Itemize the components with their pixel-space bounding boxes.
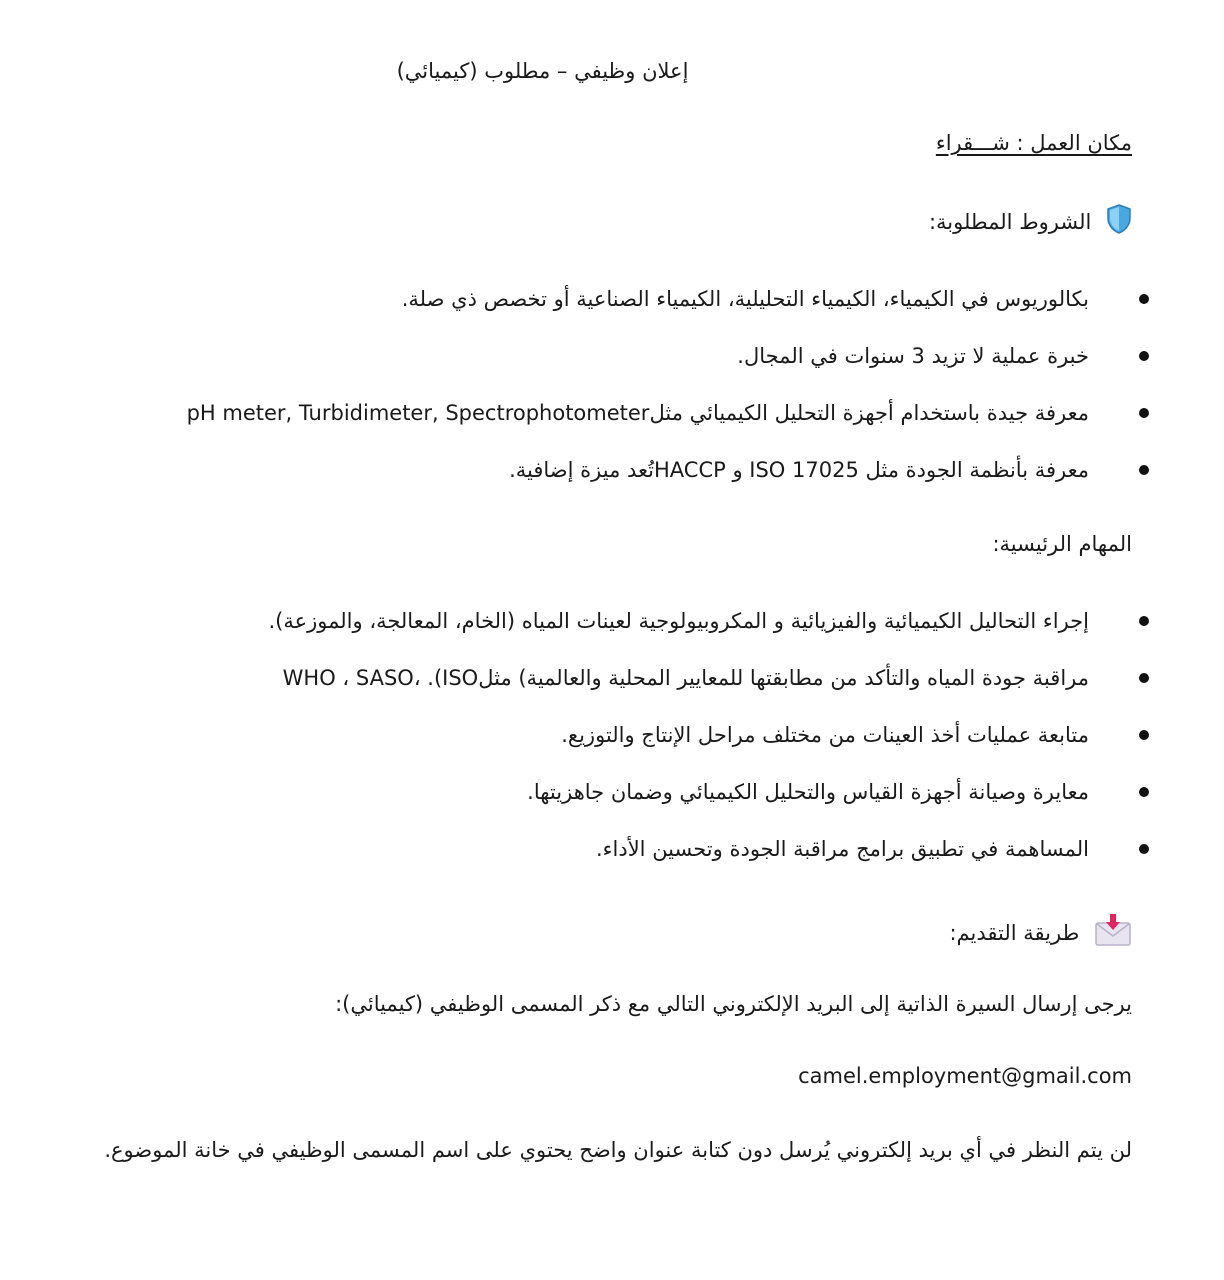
envelope-download-icon (1094, 913, 1132, 955)
bullet-dot (1139, 787, 1149, 797)
list-item (737, 341, 1089, 371)
requirement-text: معرفة بأنظمة الجودة مثل ISO 17025 و HACCPتُعد ميزة إضافية. (509, 458, 1089, 482)
tasks-heading: المهام الرئيسية: (992, 532, 1132, 556)
contact-email[interactable]: camel.employment@gmail.com (798, 1064, 1132, 1088)
bullet-dot (1139, 294, 1149, 304)
list-item (268, 606, 1089, 636)
bullet-dot (1139, 408, 1149, 418)
list-item (527, 777, 1089, 807)
workplace-line: مكان العمل : شـــقراء (935, 131, 1132, 155)
list-item (402, 284, 1089, 314)
bullet-dot (1139, 616, 1149, 626)
task-text: معايرة وصيانة أجهزة القياس والتحليل الكيميائي وضمان جاهزيتها. (527, 780, 1089, 804)
task-text: المساهمة في تطبيق برامج مراقبة الجودة وتحسين الأداء. (595, 837, 1089, 861)
apply-instruction: يرجى إرسال السيرة الذاتية إلى البريد الإلكتروني التالي مع ذكر المسمى الوظيفي (كيميائي): (335, 992, 1132, 1016)
requirement-text: معرفة جيدة باستخدام أجهزة التحليل الكيميائي مثلpH meter, Turbidimeter, Spectrophotometer (186, 401, 1089, 425)
bullet-dot (1139, 844, 1149, 854)
requirement-text: خبرة عملية لا تزيد 3 سنوات في المجال. (737, 344, 1089, 368)
requirement-text: بكالوريوس في الكيمياء، الكيمياء التحليلية، الكيمياء الصناعية أو تخصص ذي صلة. (401, 287, 1089, 311)
bullet-dot (1139, 730, 1149, 740)
requirements-heading: الشروط المطلوبة: (928, 210, 1092, 234)
list-item (283, 663, 1089, 693)
list-item (187, 398, 1089, 428)
task-text: مراقبة جودة المياه والتأكد من مطابقتها للمعايير المحلية والعالمية) مثلWHO ، SASO، .(ISO (282, 666, 1089, 690)
task-text: إجراء التحاليل الكيميائية والفيزيائية و المكروبيولوجية لعينات المياه (الخام، المعالجة، والموزعة). (268, 609, 1089, 633)
list-item (509, 455, 1089, 485)
task-text: متابعة عمليات أخذ العينات من مختلف مراحل الإنتاج والتوزيع. (561, 723, 1089, 747)
bullet-dot (1139, 351, 1149, 361)
document-title: إعلان وظيفي – مطلوب (كيميائي) (396, 59, 689, 83)
apply-heading-row (949, 913, 1132, 955)
list-item (561, 720, 1089, 750)
apply-note: لن يتم النظر في أي بريد إلكتروني يُرسل دون كتابة عنوان واضح يحتوي على اسم المسمى الوظيفي في خانة الموضوع. (104, 1138, 1132, 1162)
requirements-heading-row (929, 204, 1132, 242)
apply-heading: طريقة التقديم: (949, 921, 1080, 945)
shield-icon (1106, 204, 1132, 242)
bullet-dot (1139, 465, 1149, 475)
list-item (596, 834, 1089, 864)
bullet-dot (1139, 673, 1149, 683)
